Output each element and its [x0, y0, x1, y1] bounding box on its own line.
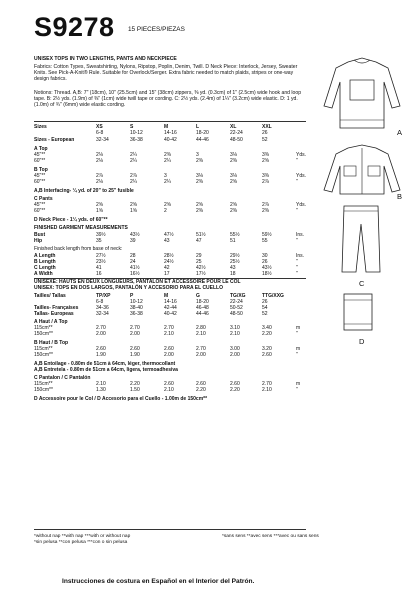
- pieces-count: 15 PIECES/PIEZAS: [128, 26, 185, 33]
- value-cell: 2.70: [262, 381, 272, 387]
- value-cell: 17½: [196, 271, 206, 277]
- unit-cell: ": [296, 271, 298, 277]
- size-cell: XS: [96, 124, 103, 130]
- value-cell: 3.20: [262, 346, 272, 352]
- accessoire-text: D Accessoire pour le Col / D Accesorio para el Cuello - 1.00m de 150cm**: [34, 396, 208, 402]
- value-cell: 24: [130, 259, 136, 265]
- value-cell: 2⅝: [262, 158, 269, 164]
- range-cell: 10-12: [130, 130, 143, 136]
- value-cell: 47½: [164, 232, 174, 238]
- footnote-en: *without nap **with nap ***with or without nap: [34, 534, 131, 539]
- garment-label: B Haut / B Top: [34, 340, 69, 346]
- value-cell: 52: [262, 311, 268, 317]
- row-label: 150cm**: [34, 331, 53, 337]
- jacket-b-illustration: [322, 144, 402, 196]
- row-label: Hip: [34, 238, 43, 244]
- value-cell: 2.00: [230, 352, 240, 358]
- es-title-row: [34, 285, 310, 292]
- row-label: 115cm**: [34, 325, 53, 331]
- hip-row: [34, 238, 310, 245]
- value-cell: 50-52: [230, 305, 243, 311]
- value-cell: 2.80: [196, 325, 206, 331]
- value-cell: 2¼: [130, 152, 137, 158]
- neck-text: D Neck Piece - 1¼ yds. of 60"**: [34, 217, 108, 223]
- size-cell: G: [196, 293, 200, 299]
- value-cell: 36-38: [130, 311, 143, 317]
- value-cell: 55½: [230, 232, 240, 238]
- value-cell: 18: [230, 271, 236, 277]
- sizes-label: Tailles/ Tallas: [34, 293, 66, 299]
- unit-cell: ": [296, 265, 298, 271]
- value-cell: 2.60: [262, 352, 272, 358]
- value-cell: 59½: [262, 232, 272, 238]
- value-cell: 29½: [230, 253, 240, 259]
- value-cell: 2¼: [130, 158, 137, 164]
- value-cell: 46-48: [196, 305, 209, 311]
- value-cell: 2⅝: [230, 202, 237, 208]
- divider: [34, 121, 306, 122]
- finished-label: FINISHED GARMENT MEASUREMENTS: [34, 225, 128, 231]
- jacket-a-illustration: [322, 56, 402, 132]
- size-cell: XXL: [262, 124, 272, 130]
- value-cell: 2⅝: [230, 179, 237, 185]
- value-cell: 3⅛: [196, 173, 203, 179]
- value-cell: 43: [164, 238, 170, 244]
- value-cell: 2¼: [130, 179, 137, 185]
- value-cell: 1⅝: [96, 208, 103, 214]
- entoilage-text: A,B Entoilage - 0.80m de 51cm à 64cm, léger, thermocollant: [34, 361, 176, 367]
- value-cell: 2.60: [196, 381, 206, 387]
- value-cell: 2⅞: [262, 179, 269, 185]
- row-label: A Length: [34, 253, 56, 259]
- row-label: 150cm**: [34, 352, 53, 358]
- yardage-row: [34, 352, 310, 359]
- value-cell: 1.50: [130, 387, 140, 393]
- unit-cell: ": [296, 158, 298, 164]
- yardage-row: [34, 387, 310, 394]
- value-cell: 1.30: [96, 387, 106, 393]
- garment-label: C Pantalon / C Pantalón: [34, 375, 91, 381]
- value-cell: 2⅜: [230, 208, 237, 214]
- back-length-label-row: [34, 246, 310, 253]
- range-cell: 26: [262, 299, 268, 305]
- value-cell: 2.00: [196, 352, 206, 358]
- unit-cell: Ins.: [296, 232, 305, 238]
- figure-label-b: B: [397, 192, 403, 201]
- value-cell: 54: [262, 305, 268, 311]
- value-cell: 3.40: [262, 325, 272, 331]
- garment-label: B Top: [34, 167, 48, 173]
- size-cell: S: [130, 124, 134, 130]
- value-cell: 3.10: [230, 325, 240, 331]
- unit-cell: m: [296, 346, 301, 352]
- value-cell: 2⅝: [130, 202, 137, 208]
- row-label: 45"**: [34, 173, 46, 179]
- entretela-text: A,B Entretela - 0.80m de 51cm a 64cm, ligera, termoadhesiva: [34, 367, 178, 373]
- row-label: Tallas- Europeas: [34, 311, 74, 317]
- sizes-label: Sizes: [34, 124, 47, 130]
- footer-note: Instrucciones de costura en Español en el Interior del Patrón.: [62, 578, 255, 585]
- footnote-fr: *sans sens **avec sens ***avec ou sans sens: [222, 534, 319, 539]
- row-label: 115cm**: [34, 346, 53, 352]
- value-cell: 2⅝: [196, 202, 203, 208]
- value-cell: 2.20: [130, 381, 140, 387]
- yardage-row: [34, 208, 310, 215]
- value-cell: 29: [196, 253, 202, 259]
- value-cell: 2¼: [164, 158, 171, 164]
- value-cell: 27½: [96, 253, 106, 259]
- notions-text: Notions: Thread. A,B: 7" (18cm), 10" (25.5cm) and 15" (38cm) zippers, ⅜ yd. (0.3cm) of 1" (2.5cm) wide hook and loop tape. B: 2½ yds. (1.9m) of ⅜" (1cm) wide twill tape or cording. C: 2½ yds. (2.4m) of 1¼" (3.2cm) wide elastic. D: 1 yd. (1.0m) of ¾" (6mm) wide elastic cording.: [34, 90, 302, 109]
- value-cell: 1⅝: [130, 208, 137, 214]
- value-cell: 23½: [96, 259, 106, 265]
- fr-title: UNISEXE: HAUTS EN DEUX LONGUEURS, PANTALON ET ACCESSOIRE POUR LE COL: [34, 279, 241, 285]
- value-cell: 2: [164, 208, 167, 214]
- fabrics-text: Fabrics: Cotton Types, Sweatshirting, Nylons, Ripstop, Poplin, Denim, Twill. D Neck Piece: Interlock, Jersey, Sweater Knits. See Pick-A-Knit® Rule. Suitable for Overlock/Serger. Extra fabric needed to match plaids, stripes or one-way design fabrics.: [34, 64, 298, 83]
- interfacing-text: A,B Interfacing- ¼ yd. of 20" to 25" fusible: [34, 188, 134, 194]
- value-cell: 3⅛: [230, 173, 237, 179]
- value-cell: 43½: [262, 265, 272, 271]
- a-width-row: [34, 271, 310, 278]
- value-cell: 2⅜: [196, 179, 203, 185]
- yardage-row: [34, 158, 310, 165]
- unit-cell: ": [296, 238, 298, 244]
- value-cell: 2⅛: [96, 152, 103, 158]
- eu-size-row: [34, 311, 310, 318]
- value-cell: 43: [230, 265, 236, 271]
- unit-cell: ": [296, 387, 298, 393]
- value-cell: 26: [262, 259, 268, 265]
- value-cell: 25: [196, 259, 202, 265]
- value-cell: 55: [262, 238, 268, 244]
- value-cell: 2⅛: [96, 179, 103, 185]
- value-cell: 48-50: [230, 311, 243, 317]
- value-cell: 28½: [164, 253, 174, 259]
- value-cell: 52: [262, 137, 268, 143]
- size-cell: TTG/XXG: [262, 293, 284, 299]
- value-cell: 2⅞: [262, 202, 269, 208]
- row-label: A Width: [34, 271, 53, 277]
- yardage-row: [34, 179, 310, 186]
- value-cell: 24½: [164, 259, 174, 265]
- row-label: Sizes - European: [34, 137, 75, 143]
- figure-label-c: C: [359, 279, 365, 288]
- value-cell: 1.90: [130, 352, 140, 358]
- size-cell: TP/XP: [96, 293, 111, 299]
- value-cell: 2.00: [130, 331, 140, 337]
- range-cell: 26: [262, 130, 268, 136]
- value-cell: 2.70: [96, 325, 106, 331]
- figure-label-a: A: [397, 128, 403, 137]
- value-cell: 2.70: [130, 325, 140, 331]
- entretela-row: [34, 367, 310, 374]
- value-cell: 2.60: [130, 346, 140, 352]
- header: [22, 8, 312, 54]
- value-cell: 36-38: [130, 137, 143, 143]
- value-cell: 2.00: [96, 331, 106, 337]
- range-cell: 10-12: [130, 299, 143, 305]
- row-label: 115cm**: [34, 381, 53, 387]
- value-cell: 40-42: [164, 311, 177, 317]
- value-cell: 41½: [130, 265, 140, 271]
- row-label: 150cm**: [34, 387, 53, 393]
- row-label: 45"**: [34, 202, 46, 208]
- value-cell: 34-36: [96, 305, 109, 311]
- value-cell: 2.70: [164, 325, 174, 331]
- size-cell: XL: [230, 124, 237, 130]
- range-cell: 18-20: [196, 299, 209, 305]
- row-label: Bust: [34, 232, 46, 238]
- value-cell: 2.70: [196, 346, 206, 352]
- value-cell: 42: [164, 265, 170, 271]
- value-cell: 2.60: [164, 346, 174, 352]
- value-cell: 41: [96, 265, 102, 271]
- value-cell: 2⅜: [230, 158, 237, 164]
- value-cell: 2⅝: [164, 202, 171, 208]
- value-cell: 44-46: [196, 311, 209, 317]
- size-cell: L: [196, 124, 200, 130]
- range-cell: 14-16: [164, 299, 177, 305]
- value-cell: 17: [164, 271, 170, 277]
- unit-cell: ": [296, 208, 298, 214]
- back-length-label: Finished back length from base of neck:: [34, 246, 123, 252]
- value-cell: 42½: [196, 265, 206, 271]
- row-label: Tailles- Françaises: [34, 305, 79, 311]
- unit-cell: Yds.: [296, 173, 307, 179]
- value-cell: 3⅜: [262, 173, 269, 179]
- value-cell: 51: [230, 238, 236, 244]
- value-cell: 2⅞: [130, 173, 137, 179]
- value-cell: 38-40: [130, 305, 143, 311]
- euro-size-row: [34, 137, 310, 144]
- value-cell: 2.10: [230, 331, 240, 337]
- range-cell: 6-8: [96, 130, 104, 136]
- range-cell: 18-20: [196, 130, 209, 136]
- es-title: UNISEX: TOPS EN DOS LARGOS, PANTALÓN Y ACCESORIO PARA EL CUELLO: [34, 285, 224, 291]
- garment-label: A Top: [34, 146, 48, 152]
- row-label: B Length: [34, 259, 56, 265]
- footnote-es: *sin pelusa **con pelusa ***con o sin pelusa: [34, 540, 128, 545]
- value-cell: 2⅜: [262, 208, 269, 214]
- value-cell: 32-34: [96, 311, 109, 317]
- value-cell: 18½: [262, 271, 272, 277]
- size-cell: M: [164, 293, 169, 299]
- neck-row: [34, 217, 310, 224]
- value-cell: 25½: [230, 259, 240, 265]
- value-cell: 3.00: [230, 346, 240, 352]
- value-cell: 32-34: [96, 137, 109, 143]
- value-cell: 2.00: [164, 352, 174, 358]
- value-cell: 43½: [130, 232, 140, 238]
- row-label: 60"**: [34, 179, 46, 185]
- unit-cell: Yds.: [296, 152, 307, 158]
- accessoire-row: [34, 396, 310, 403]
- pants-c-illustration: [338, 204, 384, 274]
- title-en: UNISEX TOPS IN TWO LENGTHS, PANTS AND NECKPIECE: [34, 56, 177, 62]
- value-cell: 3: [164, 173, 167, 179]
- size-range-row: [34, 130, 310, 137]
- row-label: C Length: [34, 265, 56, 271]
- range-cell: 6-8: [96, 299, 104, 305]
- size-cell: M: [164, 124, 169, 130]
- neckpiece-d-illustration: [340, 292, 376, 334]
- value-cell: 2.20: [230, 387, 240, 393]
- value-cell: 2⅜: [196, 158, 203, 164]
- value-cell: 42-44: [164, 305, 177, 311]
- unit-cell: Ins.: [296, 253, 305, 259]
- value-cell: 39½: [96, 232, 106, 238]
- pattern-number: S9278: [34, 12, 115, 42]
- garment-label: C Pants: [34, 196, 53, 202]
- value-cell: 16½: [130, 271, 140, 277]
- value-cell: 2⅛: [96, 158, 103, 164]
- row-label: 45"**: [34, 152, 46, 158]
- value-cell: 2.10: [164, 387, 174, 393]
- row-label: 60"**: [34, 208, 46, 214]
- value-cell: 48-50: [230, 137, 243, 143]
- range-cell: 22-24: [230, 130, 243, 136]
- value-cell: 3⅛: [230, 152, 237, 158]
- value-cell: 2¼: [164, 179, 171, 185]
- unit-cell: m: [296, 325, 301, 331]
- value-cell: 2⅝: [96, 202, 103, 208]
- yardage-row: [34, 331, 310, 338]
- value-cell: 47: [196, 238, 202, 244]
- finished-label-row: [34, 225, 310, 232]
- pattern-envelope-back: [22, 8, 406, 594]
- range-cell: 14-16: [164, 130, 177, 136]
- range-cell: 22-24: [230, 299, 243, 305]
- unit-cell: m: [296, 381, 301, 387]
- value-cell: 35: [96, 238, 102, 244]
- figure-label-d: D: [359, 337, 365, 346]
- value-cell: 2.10: [196, 331, 206, 337]
- value-cell: 2⅞: [96, 173, 103, 179]
- value-cell: 2⅜: [164, 152, 171, 158]
- garment-label: A Haut / A Top: [34, 319, 68, 325]
- value-cell: 1.90: [96, 352, 106, 358]
- value-cell: 2.10: [262, 387, 272, 393]
- value-cell: 16: [96, 271, 102, 277]
- value-cell: 30: [262, 253, 268, 259]
- interfacing-row: [34, 188, 310, 195]
- divider: [34, 529, 306, 530]
- value-cell: 39: [130, 238, 136, 244]
- size-cell: P: [130, 293, 134, 299]
- value-cell: 51½: [196, 232, 206, 238]
- unit-cell: ": [296, 352, 298, 358]
- value-cell: 2.10: [164, 331, 174, 337]
- unit-cell: ": [296, 259, 298, 265]
- value-cell: 44-46: [196, 137, 209, 143]
- unit-cell: Yds.: [296, 202, 307, 208]
- value-cell: 2.60: [230, 381, 240, 387]
- value-cell: 2.20: [196, 387, 206, 393]
- size-cell: TG/XG: [230, 293, 246, 299]
- row-label: 60"**: [34, 158, 46, 164]
- unit-cell: ": [296, 331, 298, 337]
- value-cell: 2.60: [164, 381, 174, 387]
- value-cell: 3⅜: [262, 152, 269, 158]
- value-cell: 2⅜: [196, 208, 203, 214]
- value-cell: 2.60: [96, 346, 106, 352]
- value-cell: 40-42: [164, 137, 177, 143]
- value-cell: 28: [130, 253, 136, 259]
- value-cell: 2.20: [262, 331, 272, 337]
- value-cell: 3: [196, 152, 199, 158]
- unit-cell: ": [296, 179, 298, 185]
- value-cell: 2.10: [96, 381, 106, 387]
